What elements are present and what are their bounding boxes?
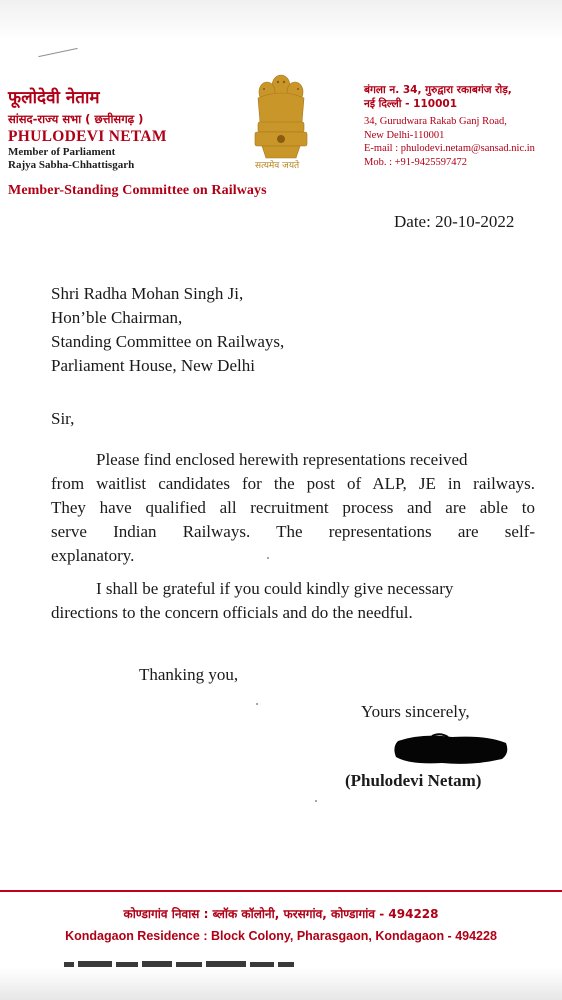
signatory-name: (Phulodevi Netam) <box>345 771 482 790</box>
closing-line: Yours sincerely, <box>361 702 470 721</box>
paragraph-line: serve Indian Railways. The representations are self- <box>51 522 535 541</box>
scan-speck <box>256 703 258 705</box>
address-hindi-line-2: नई दिल्ली - 110001 <box>364 97 458 110</box>
emblem-motto: सत्यमेव जयते <box>255 161 300 171</box>
addressee-line: Standing Committee on Railways, <box>51 332 285 351</box>
committee-membership: Member-Standing Committee on Railways <box>8 183 267 198</box>
redacted-signature <box>392 733 510 766</box>
member-of-parliament: Member of Parliament <box>8 146 116 158</box>
body-paragraph-1 <box>51 448 535 568</box>
paragraph-line: I shall be grateful if you could kindly give necessary <box>96 579 454 598</box>
footer-address-english: Kondagaon Residence : Block Colony, Pharasgaon, Kondagaon - 494228 <box>65 929 497 943</box>
email-line: E-mail : phulodevi.netam@sansad.nic.in <box>364 143 535 154</box>
paragraph-line: Please find enclosed herewith representations received <box>96 450 468 469</box>
addressee-line: Parliament House, New Delhi <box>51 356 255 375</box>
mobile-line: Mob. : +91-9425597472 <box>364 156 468 168</box>
addressee-block <box>51 282 284 378</box>
scan-speck <box>315 800 317 802</box>
designation-hindi: सांसद-राज्य सभा ( छत्तीसगढ़ ) <box>8 112 144 126</box>
scan-bottom-shadow <box>0 968 562 1000</box>
address-hindi-line-1: बंगला न. 34, गुरुद्वारा रकाबगंज रोड़, <box>364 84 512 96</box>
scan-speck <box>267 557 269 559</box>
addressee-line: Shri Radha Mohan Singh Ji, <box>51 284 244 303</box>
scan-mark <box>38 48 77 57</box>
name-english: PHULODEVI NETAM <box>8 128 167 145</box>
name-hindi: फूलोदेवी नेताम <box>8 88 100 108</box>
addressee-line: Hon’ble Chairman, <box>51 308 183 327</box>
address-english-line-1: 34, Gurudwara Rakab Ganj Road, <box>364 116 507 127</box>
house-label: Rajya Sabha-Chhattisgarh <box>8 159 135 171</box>
scan-top-shadow <box>0 0 562 40</box>
paragraph-line: from waitlist candidates for the post of ALP, JE in railways. <box>51 474 535 493</box>
paragraph-line: explanatory. <box>51 546 135 565</box>
letterhead-right <box>364 84 535 169</box>
letterhead-left <box>8 88 167 172</box>
letter-date: Date: 20-10-2022 <box>394 212 515 231</box>
paragraph-line: They have qualified all recruitment process and are able to <box>51 498 535 517</box>
address-english-line-2: New Delhi-110001 <box>364 129 445 141</box>
paragraph-line: directions to the concern officials and do the needful. <box>51 603 413 622</box>
footer-address-hindi: कोण्डागांव निवास : ब्लॉक कॉलोनी, फरसगांव, कोण्डागांव - 494228 <box>123 907 439 921</box>
salutation: Sir, <box>51 409 75 428</box>
thanks-line: Thanking you, <box>139 665 239 684</box>
footer-divider <box>0 890 562 892</box>
body-paragraph-2 <box>51 577 535 625</box>
